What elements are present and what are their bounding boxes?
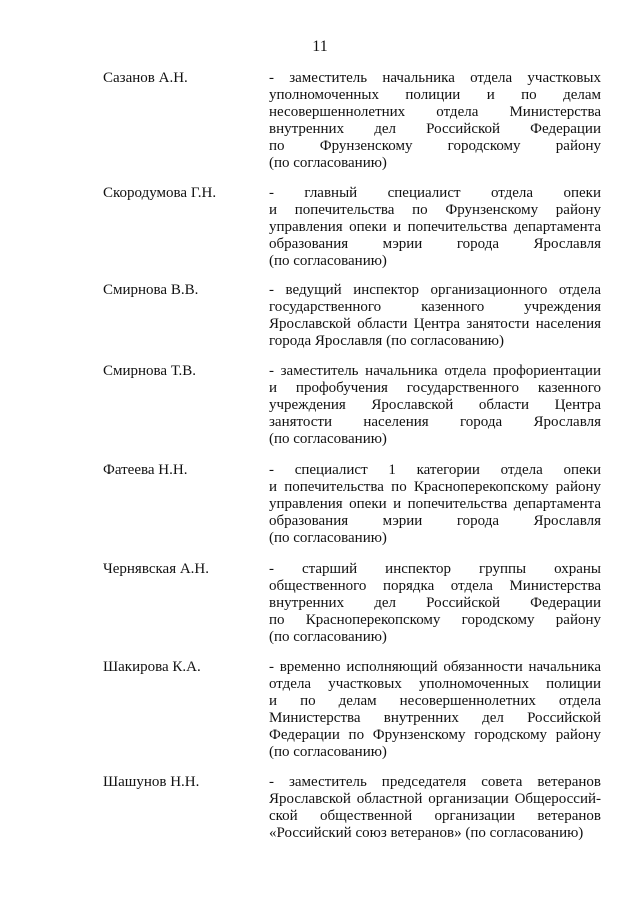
member-description [269, 561, 601, 646]
description-line: управления опеки и попечительства департамента [269, 219, 601, 235]
description-line: ской общественной организации ветеранов [269, 808, 601, 824]
description-line: - заместитель начальника отдела участковых [269, 70, 601, 86]
description-line: - временно исполняющий обязанности начальника [269, 659, 601, 675]
description-line: и попечительства по Красноперекопскому району [269, 479, 601, 495]
description-line: Федерации по Фрунзенскому городскому району [269, 727, 601, 743]
description-line: и по делам несовершеннолетних отдела [269, 693, 601, 709]
description-line: по Красноперекопскому городскому району [269, 612, 601, 628]
member-name: Сазанов А.Н. [103, 70, 188, 86]
description-line: занятости населения города Ярославля [269, 414, 601, 430]
member-name: Чернявская А.Н. [103, 561, 210, 577]
description-line: Министерства внутренних дел Российской [269, 710, 601, 726]
member-description [269, 363, 601, 448]
description-line: города Ярославля (по согласованию) [269, 333, 505, 349]
description-line: учреждения Ярославской области Центра [269, 397, 601, 413]
description-line: Ярославской области Центра занятости населения [269, 316, 601, 332]
description-line: отдела участковых уполномоченных полиции [269, 676, 601, 692]
member-name: Смирнова В.В. [103, 282, 199, 298]
page-number: 11 [312, 38, 328, 55]
member-description [269, 282, 601, 350]
description-line: образования мэрии города Ярославля [269, 513, 601, 529]
member-description [269, 462, 601, 547]
member-description [269, 70, 601, 172]
member-description [269, 185, 601, 270]
description-line: образования мэрии города Ярославля [269, 236, 601, 252]
description-line: (по согласованию) [269, 744, 387, 760]
description-line: несовершеннолетних отдела Министерства [269, 104, 601, 120]
member-name: Смирнова Т.В. [103, 363, 197, 379]
description-line: (по согласованию) [269, 253, 387, 269]
description-line: Ярославской областной организации Общероссий- [269, 791, 601, 807]
description-line: (по согласованию) [269, 431, 387, 447]
description-line: и попечительства по Фрунзенскому району [269, 202, 601, 218]
description-line: - старший инспектор группы охраны [269, 561, 601, 577]
description-line: - главный специалист отдела опеки [269, 185, 601, 201]
description-line: «Российский союз ветеранов» (по согласованию) [269, 825, 584, 841]
member-name: Фатеева Н.Н. [103, 462, 188, 478]
member-description [269, 659, 601, 761]
description-line: (по согласованию) [269, 629, 387, 645]
description-line: внутренних дел Российской Федерации [269, 595, 601, 611]
description-line: - специалист 1 категории отдела опеки [269, 462, 601, 478]
description-line: - заместитель председателя совета ветеранов [269, 774, 601, 790]
member-name: Скородумова Г.Н. [103, 185, 217, 201]
description-line: (по согласованию) [269, 155, 387, 171]
description-line: - заместитель начальника отдела профориентации [269, 363, 601, 379]
member-name: Шакирова К.А. [103, 659, 201, 675]
description-line: государственного казенного учреждения [269, 299, 601, 315]
description-line: и профобучения государственного казенного [269, 380, 601, 396]
description-line: - ведущий инспектор организационного отдела [269, 282, 601, 298]
description-line: управления опеки и попечительства департамента [269, 496, 601, 512]
member-name: Шашунов Н.Н. [103, 774, 200, 790]
description-line: уполномоченных полиции и по делам [269, 87, 601, 103]
description-line: (по согласованию) [269, 530, 387, 546]
description-line: внутренних дел Российской Федерации [269, 121, 601, 137]
description-line: общественного порядка отдела Министерства [269, 578, 601, 594]
description-line: по Фрунзенскому городскому району [269, 138, 601, 154]
member-description [269, 774, 601, 842]
